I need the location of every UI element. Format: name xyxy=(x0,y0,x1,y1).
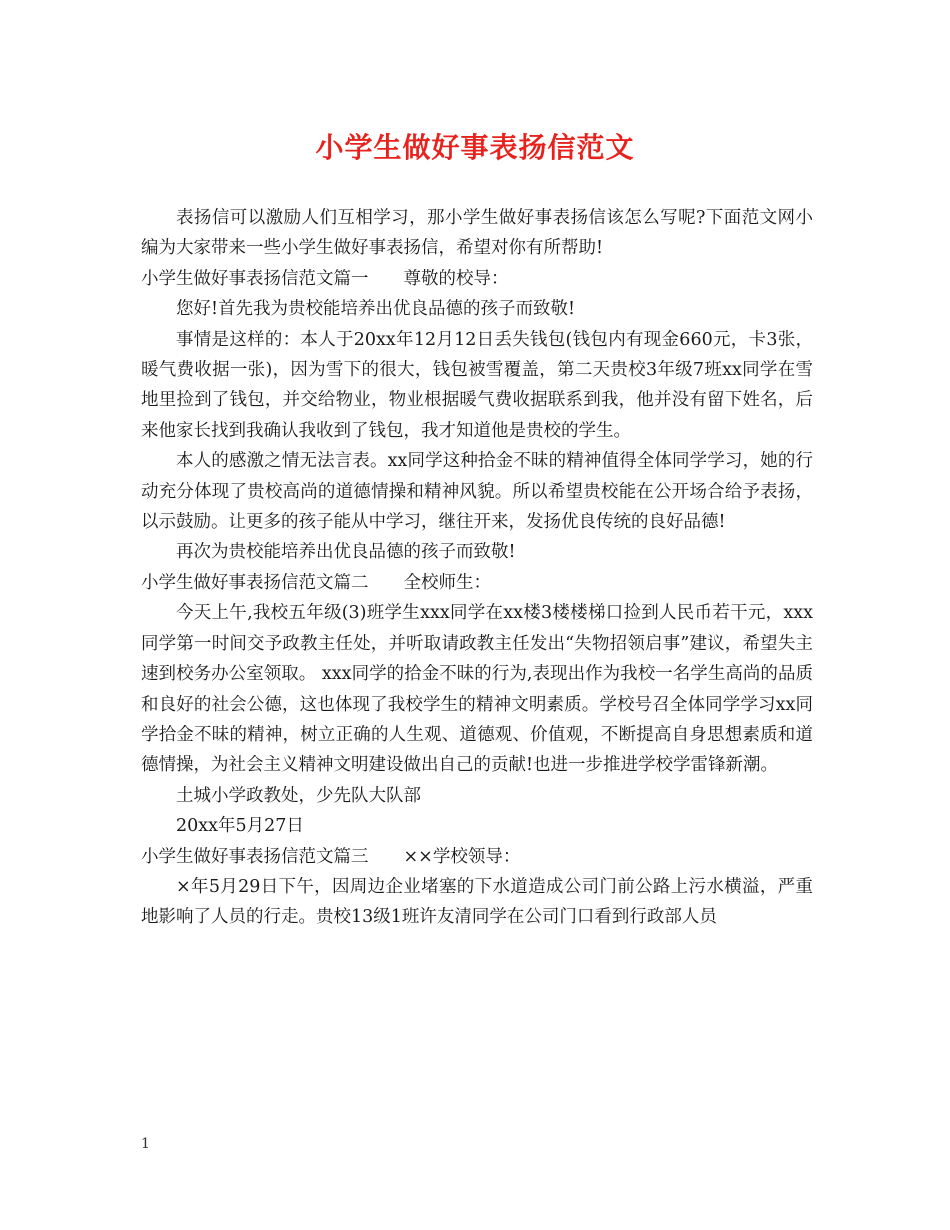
document-title: 小学生做好事表扬信范文 xyxy=(315,131,635,164)
section-heading-1: 小学生做好事表扬信范文篇一 尊敬的校导： xyxy=(141,268,509,289)
intro-paragraph: 表扬信可以激励人们互相学习，那小学生做好事表扬信该怎么写呢?下面范文网小编为大家带来一些小学生做好事表扬信，希望对你有所帮助! xyxy=(141,208,813,259)
signature-line: 土城小学政教处，少先队大队部 xyxy=(176,785,421,806)
paragraph: 再次为贵校能培养出优良品德的孩子而致敬! xyxy=(176,542,516,563)
page-number: 1 xyxy=(141,1136,150,1152)
date-line: 20xx年5月27日 xyxy=(176,816,304,837)
paragraph: 本人的感激之情无法言表。xx同学这种拾金不昧的精神值得全体同学学习，她的行动充分体现了贵校高尚的道德情操和精神风貌。所以希望贵校能在公开场合给予表扬，以示鼓励。让更多的孩子能从中学习，继往开来，发扬优良传统的良好品德! xyxy=(141,451,813,533)
paragraph: ×年5月29日下午，因周边企业堵塞的下水道造成公司门前公路上污水横溢，严重地影响了人员的行走。贵校13级1班许友清同学在公司门口看到行政部人员 xyxy=(141,876,813,928)
paragraph: 您好!首先我为贵校能培养出优良品德的孩子而致敬! xyxy=(176,299,576,320)
document-body xyxy=(141,203,813,933)
section-heading-2: 小学生做好事表扬信范文篇二 全校师生： xyxy=(141,572,491,593)
paragraph: 事情是这样的：本人于20xx年12月12日丢失钱包(钱包内有现金660元，卡3张，暖气费收据一张)，因为雪下的很大，钱包被雪覆盖，第二天贵校3年级7班xx同学在雪地里捡到了钱包，并交给物业，物业根据暖气费收据联系到我，他并没有留下姓名，后来他家长找到我确认我收到了钱包，我才知道他是贵校的学生。 xyxy=(141,329,813,441)
paragraph: 今天上午,我校五年级(3)班学生xxx同学在xx楼3楼楼梯口捡到人民币若干元，xxx同学第一时间交予政教主任处，并听取请政教主任发出“失物招领启事”建议，希望失主速到校务办公室领取。 xxx同学的拾金不昧的行为,表现出作为我校一名学生高尚的品质和良好的社会公德，这也体现了我校学生的精神文明素质。学校号召全体同学学习xx同学拾金不昧的精神，树立正确的人生观、道德观、价值观，不断提高自身思想素质和道德情操，为社会主义精神文明建设做出自己的贡献!也进一步推进学校学雷锋新潮。 xyxy=(141,603,813,776)
section-heading-3: 小学生做好事表扬信范文篇三 ××学校领导： xyxy=(141,846,521,867)
